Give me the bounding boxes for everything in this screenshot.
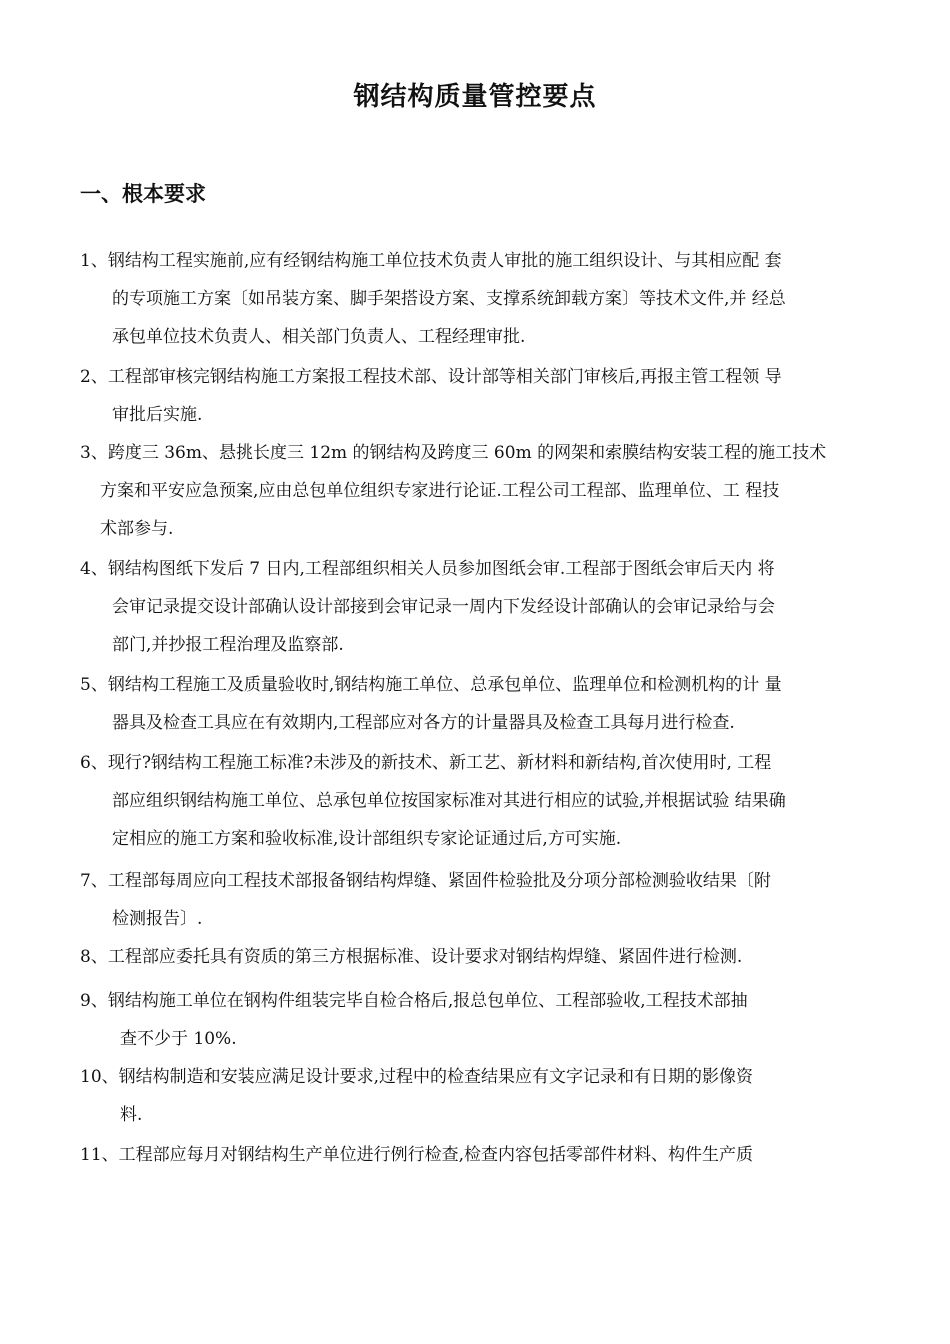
requirement-text-line: 会审记录提交设计部确认设计部接到会审记录一周内下发经设计部确认的会审记录给与会: [112, 597, 775, 617]
requirement-text-line: 部门,并抄报工程治理及监察部.: [112, 635, 344, 655]
requirement-text-line: 承包单位技术负责人、相关部门负责人、工程经理审批.: [112, 327, 526, 347]
requirement-text-line: 术部参与.: [100, 519, 174, 539]
requirement-text-line: 器具及检查工具应在有效期内,工程部应对各方的计量器具及检查工具每月进行检查.: [112, 713, 735, 733]
document-title: 钢结构质量管控要点: [353, 82, 597, 112]
requirement-text-line: 4、钢结构图纸下发后 7 日内,工程部组织相关人员参加图纸会审.工程部于图纸会审后天内 将: [80, 559, 775, 579]
requirement-text-line: 7、工程部每周应向工程技术部报备钢结构焊缝、紧固件检验批及分项分部检测验收结果〔附: [80, 871, 771, 891]
requirement-text-line: 部应组织钢结构施工单位、总承包单位按国家标准对其进行相应的试验,并根据试验 结果确: [112, 791, 786, 811]
requirement-text-line: 查不少于 10%.: [120, 1029, 237, 1049]
requirement-text-line: 定相应的施工方案和验收标准,设计部组织专家论证通过后,方可实施.: [112, 829, 622, 849]
requirement-text-line: 6、现行?钢结构工程施工标准?未涉及的新技术、新工艺、新材料和新结构,首次使用时, 工程: [80, 753, 772, 773]
section-heading: 一、根本要求: [80, 182, 206, 206]
requirement-text-line: 2、工程部审核完钢结构施工方案报工程技术部、设计部等相关部门审核后,再报主管工程领 导: [80, 367, 782, 387]
requirement-text-line: 1、钢结构工程实施前,应有经钢结构施工单位技术负责人审批的施工组织设计、与其相应配 套: [80, 251, 782, 271]
requirement-text-line: 料.: [120, 1105, 143, 1125]
requirement-text-line: 5、钢结构工程施工及质量验收时,钢结构施工单位、总承包单位、监理单位和检测机构的计 量: [80, 675, 782, 695]
requirement-text-line: 11、工程部应每月对钢结构生产单位进行例行检查,检查内容包括零部件材料、构件生产质: [80, 1145, 754, 1165]
requirement-text-line: 8、工程部应委托具有资质的第三方根据标准、设计要求对钢结构焊缝、紧固件进行检测.: [80, 947, 743, 967]
requirement-text-line: 检测报告〕.: [112, 909, 203, 929]
requirement-text-line: 10、钢结构制造和安装应满足设计要求,过程中的检查结果应有文字记录和有日期的影像资: [80, 1067, 754, 1087]
requirement-text-line: 3、跨度三 36m、悬挑长度三 12m 的钢结构及跨度三 60m 的网架和索膜结构安装工程的施工技术: [80, 443, 827, 463]
requirement-text-line: 的专项施工方案〔如吊装方案、脚手架搭设方案、支撑系统卸载方案〕等技术文件,并 经总: [112, 289, 786, 309]
requirement-text-line: 审批后实施.: [112, 405, 203, 425]
requirement-text-line: 9、钢结构施工单位在钢构件组装完毕自检合格后,报总包单位、工程部验收,工程技术部抽: [80, 991, 748, 1011]
requirement-text-line: 方案和平安应急预案,应由总包单位组织专家进行论证.工程公司工程部、监理单位、工 程技: [100, 481, 780, 501]
